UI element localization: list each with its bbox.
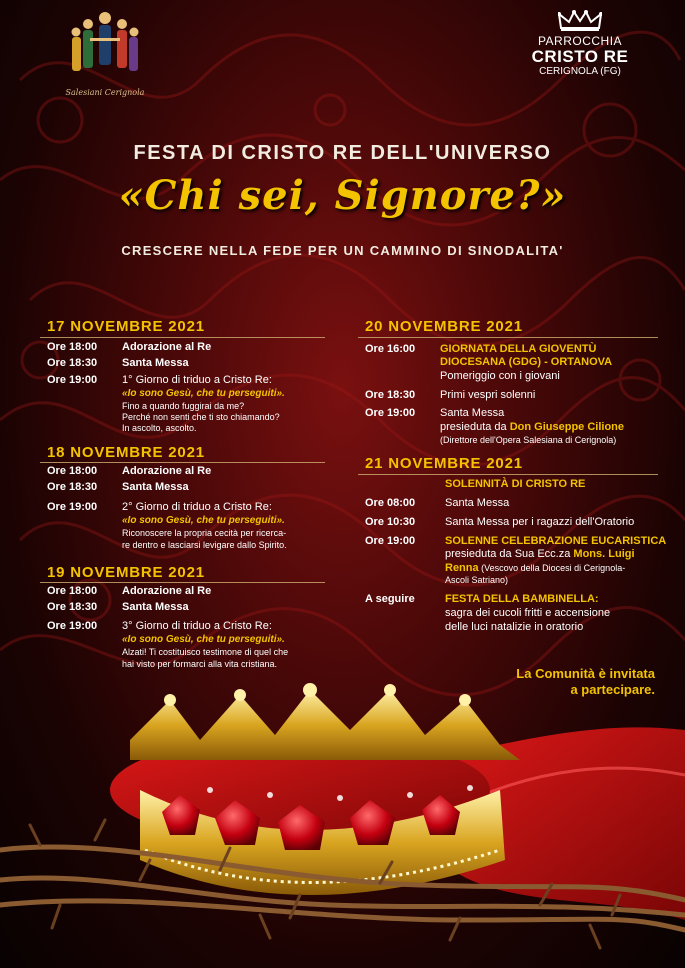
time: Ore 19:00: [47, 374, 98, 386]
event: GIORNATA DELLA GIOVENTÙ: [440, 343, 597, 355]
note: Fino a quando fuggirai da me?: [122, 401, 245, 411]
event-detail: [440, 421, 624, 434]
logo-cristo-re: CRISTO RE: [531, 47, 629, 66]
event: SOLENNE CELEBRAZIONE EUCARISTICA: [445, 535, 667, 547]
time: Ore 19:00: [47, 620, 98, 632]
event: Santa Messa per i ragazzi dell'Oratorio: [445, 516, 635, 528]
time: Ore 19:00: [365, 407, 416, 419]
event: Pomeriggio con i giovani: [440, 370, 560, 382]
crown-illustration: [0, 660, 685, 968]
divider: [40, 462, 325, 463]
time: Ore 18:30: [47, 481, 98, 493]
note: Riconoscere la propria cecità per ricerca-: [122, 528, 287, 538]
note: Ascoli Satriano): [445, 575, 509, 585]
time: Ore 19:00: [365, 535, 416, 547]
time: Ore 10:30: [365, 516, 416, 528]
note: In ascolto, ascolto.: [122, 423, 197, 433]
logo-caption: Salesiani Cerignola: [65, 88, 145, 97]
time: Ore 18:30: [365, 389, 416, 401]
event: Primi vespri solenni: [440, 389, 536, 401]
time: Ore 18:00: [47, 341, 98, 353]
divider: [358, 474, 658, 475]
presiede-label: presieduta da: [440, 421, 510, 433]
invite-line: a partecipare.: [570, 682, 655, 697]
crown-icon: [558, 10, 602, 32]
presider-name: Don Giuseppe Cilione: [509, 421, 625, 433]
event: 2° Giorno di triduo a Cristo Re:: [122, 501, 272, 513]
divider: [40, 582, 325, 583]
event: Santa Messa: [445, 497, 510, 509]
event: Adorazione al Re: [122, 585, 212, 597]
event: DIOCESANA (GDG) - ORTANOVA: [440, 356, 613, 368]
presiede-label: presieduta da Sua Ecc.za: [445, 548, 574, 560]
event: Santa Messa: [122, 481, 189, 493]
time: A seguire: [365, 593, 415, 605]
event: Santa Messa: [440, 407, 505, 419]
invite-line: La Comunità è invitata: [516, 666, 655, 681]
quote: «Io sono Gesù, che tu perseguiti».: [122, 515, 285, 526]
time: Ore 18:30: [47, 357, 98, 369]
event: Adorazione al Re: [122, 341, 212, 353]
note: Alzati! Ti costituisco testimone di quel che: [122, 647, 289, 657]
quote: «Io sono Gesù, che tu perseguiti».: [122, 634, 285, 645]
day-19-heading: 19 NOVEMBRE 2021: [47, 564, 205, 581]
time: Ore 18:30: [47, 601, 98, 613]
subtitle: CRESCERE NELLA FEDE PER UN CAMMINO DI SINODALITA': [121, 243, 564, 258]
salesiani-figures-icon: [50, 8, 160, 88]
day-21-heading: 21 NOVEMBRE 2021: [365, 455, 523, 472]
event-heading: FESTA DI CRISTO RE DELL'UNIVERSO: [133, 142, 552, 164]
event: Santa Messa: [122, 601, 189, 613]
time: Ore 18:00: [47, 585, 98, 597]
day-20-heading: 20 NOVEMBRE 2021: [365, 318, 523, 335]
event-detail: delle luci natalizie in oratorio: [445, 621, 584, 633]
divider: [358, 337, 658, 338]
presider-name: Mons. Luigi: [573, 548, 635, 560]
parrocchia-logo: [515, 10, 645, 77]
main-title: «Chi sei, Signore?»: [118, 172, 567, 219]
time: Ore 08:00: [365, 497, 416, 509]
event-detail: [445, 562, 625, 575]
event: Adorazione al Re: [122, 465, 212, 477]
event: 1° Giorno di triduo a Cristo Re:: [122, 374, 272, 386]
event: 3° Giorno di triduo a Cristo Re:: [122, 620, 272, 632]
day-17-heading: 17 NOVEMBRE 2021: [47, 318, 205, 335]
note: re dentro e lasciarsi levigare dallo Spirito.: [122, 540, 287, 550]
solemnity-heading: SOLENNITÀ DI CRISTO RE: [445, 478, 586, 490]
time: Ore 16:00: [365, 343, 416, 355]
salesiani-logo: [50, 8, 160, 100]
event-detail: sagra dei cucoli fritti e accensione: [445, 607, 611, 619]
note: hai visto per formarci alla vita cristiana.: [122, 659, 278, 669]
event-detail: [445, 548, 635, 561]
divider: [40, 337, 325, 338]
note: (Vescovo della Diocesi di Cerignola-: [478, 563, 626, 573]
time: Ore 19:00: [47, 501, 98, 513]
event: FESTA DELLA BAMBINELLA:: [445, 593, 599, 605]
day-18-heading: 18 NOVEMBRE 2021: [47, 444, 205, 461]
logo-cerignola: CERIGNOLA (FG): [539, 66, 621, 77]
note: (Direttore dell'Opera Salesiana di Cerignola): [440, 435, 617, 445]
presider-name: Renna: [445, 562, 479, 574]
note: Perché non senti che ti sto chiamando?: [122, 412, 280, 422]
quote: «Io sono Gesù, che tu perseguiti».: [122, 388, 285, 399]
event: Santa Messa: [122, 357, 189, 369]
logo-parrocchia: PARROCCHIA: [537, 34, 623, 48]
time: Ore 18:00: [47, 465, 98, 477]
